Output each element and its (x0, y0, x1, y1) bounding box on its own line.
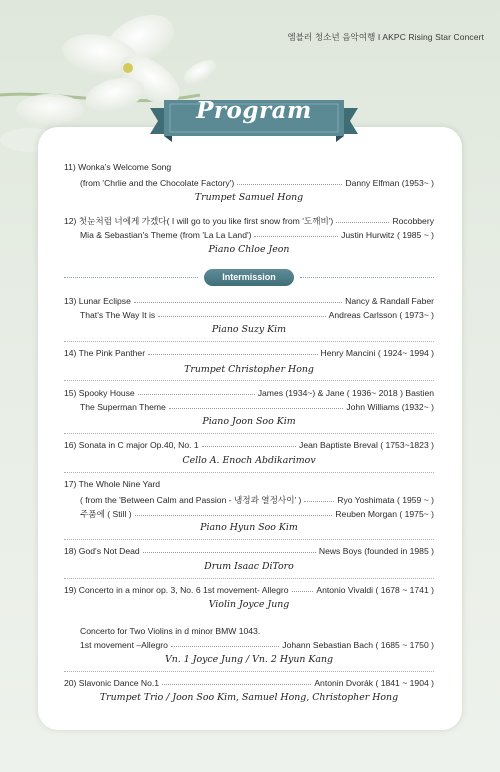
intermission-badge: Intermission (204, 269, 294, 286)
section-divider (64, 433, 434, 434)
performer: Cello A. Enoch Abdikarimov (182, 455, 316, 466)
performer: Trumpet Samuel Hong (194, 192, 304, 203)
program-item: That's The Way It is Andreas Carlsson ( 1973~ ) (80, 310, 434, 320)
program-item: Mia & Sebastian's Theme (from 'La La Land') Justin Hurwitz ( 1985 ~ ) (80, 230, 434, 240)
program-item: Concerto for Two Violins in d minor BMW 1043. (80, 626, 261, 636)
performer: Violin Joyce Jung (208, 599, 290, 610)
program-item: 1st movement –Allegro Johann Sebastian Bach ( 1685 ~ 1750 ) (80, 640, 434, 650)
program-item: 16) Sonata in C major Op.40, No. 1 Jean Baptiste Breval ( 1753~1823 ) (64, 440, 434, 450)
program-item: (from 'Chrlie and the Chocolate Factory') Danny Elfman (1953~ ) (80, 178, 434, 188)
performer: Drum Isaac DiToro (204, 561, 294, 572)
performer: Trumpet Trio / Joon Soo Kim, Samuel Hong, Christopher Hong (99, 692, 399, 703)
intermission-divider (64, 266, 434, 288)
section-divider (64, 578, 434, 579)
program-item: 12) 첫눈처럼 너에게 가겠다( I will go to you like first snow from '도깨비') Rocobbery (64, 216, 434, 226)
performer: Piano Hyun Soo Kim (200, 522, 298, 533)
program-item: 11) Wonka's Welcome Song (64, 162, 172, 172)
program-item: 15) Spooky House James (1934~) & Jane ( 1936~ 2018 ) Bastien (64, 388, 434, 398)
section-divider (64, 539, 434, 540)
program-item: The Superman Theme John Williams (1932~ ) (80, 402, 434, 412)
section-divider (64, 472, 434, 473)
performer: Piano Suzy Kim (211, 324, 287, 335)
program-item: 주품에 ( Still ) Reuben Morgan ( 1975~ ) (80, 509, 434, 519)
performer: Trumpet Christopher Hong (184, 364, 314, 375)
program-item: 14) The Pink Panther Henry Mancini ( 1924~ 1994 ) (64, 348, 434, 358)
performer: Vn. 1 Joyce Jung / Vn. 2 Hyun Kang (164, 654, 334, 665)
concert-header: 엠블러 청소년 음악여행 I AKPC Rising Star Concert (287, 32, 484, 42)
program-item: 17) The Whole Nine Yard (64, 479, 161, 489)
program-item: 13) Lunar Eclipse Nancy & Randall Faber (64, 296, 434, 306)
section-divider (64, 341, 434, 342)
program-item: 18) God's Not Dead News Boys (founded in 1985 ) (64, 546, 434, 556)
program-item: ( from the 'Between Calm and Passion - 냉정과 열정사이' ) Ryo Yoshimata ( 1959 ~ ) (80, 495, 434, 505)
performer: Piano Chloe Jeon (208, 244, 290, 255)
section-divider (64, 671, 434, 672)
program-title: Program (196, 97, 312, 124)
program-item: 20) Slavonic Dance No.1 Antonin Dvorák ( 1841 ~ 1904 ) (64, 678, 434, 688)
program-item: 19) Concerto in a minor op. 3, No. 6 1st movement- Allegro Antonio Vivaldi ( 1678 ~ 1741 ) (64, 585, 434, 595)
section-divider (64, 380, 434, 381)
performer: Piano Joon Soo Kim (202, 416, 296, 427)
